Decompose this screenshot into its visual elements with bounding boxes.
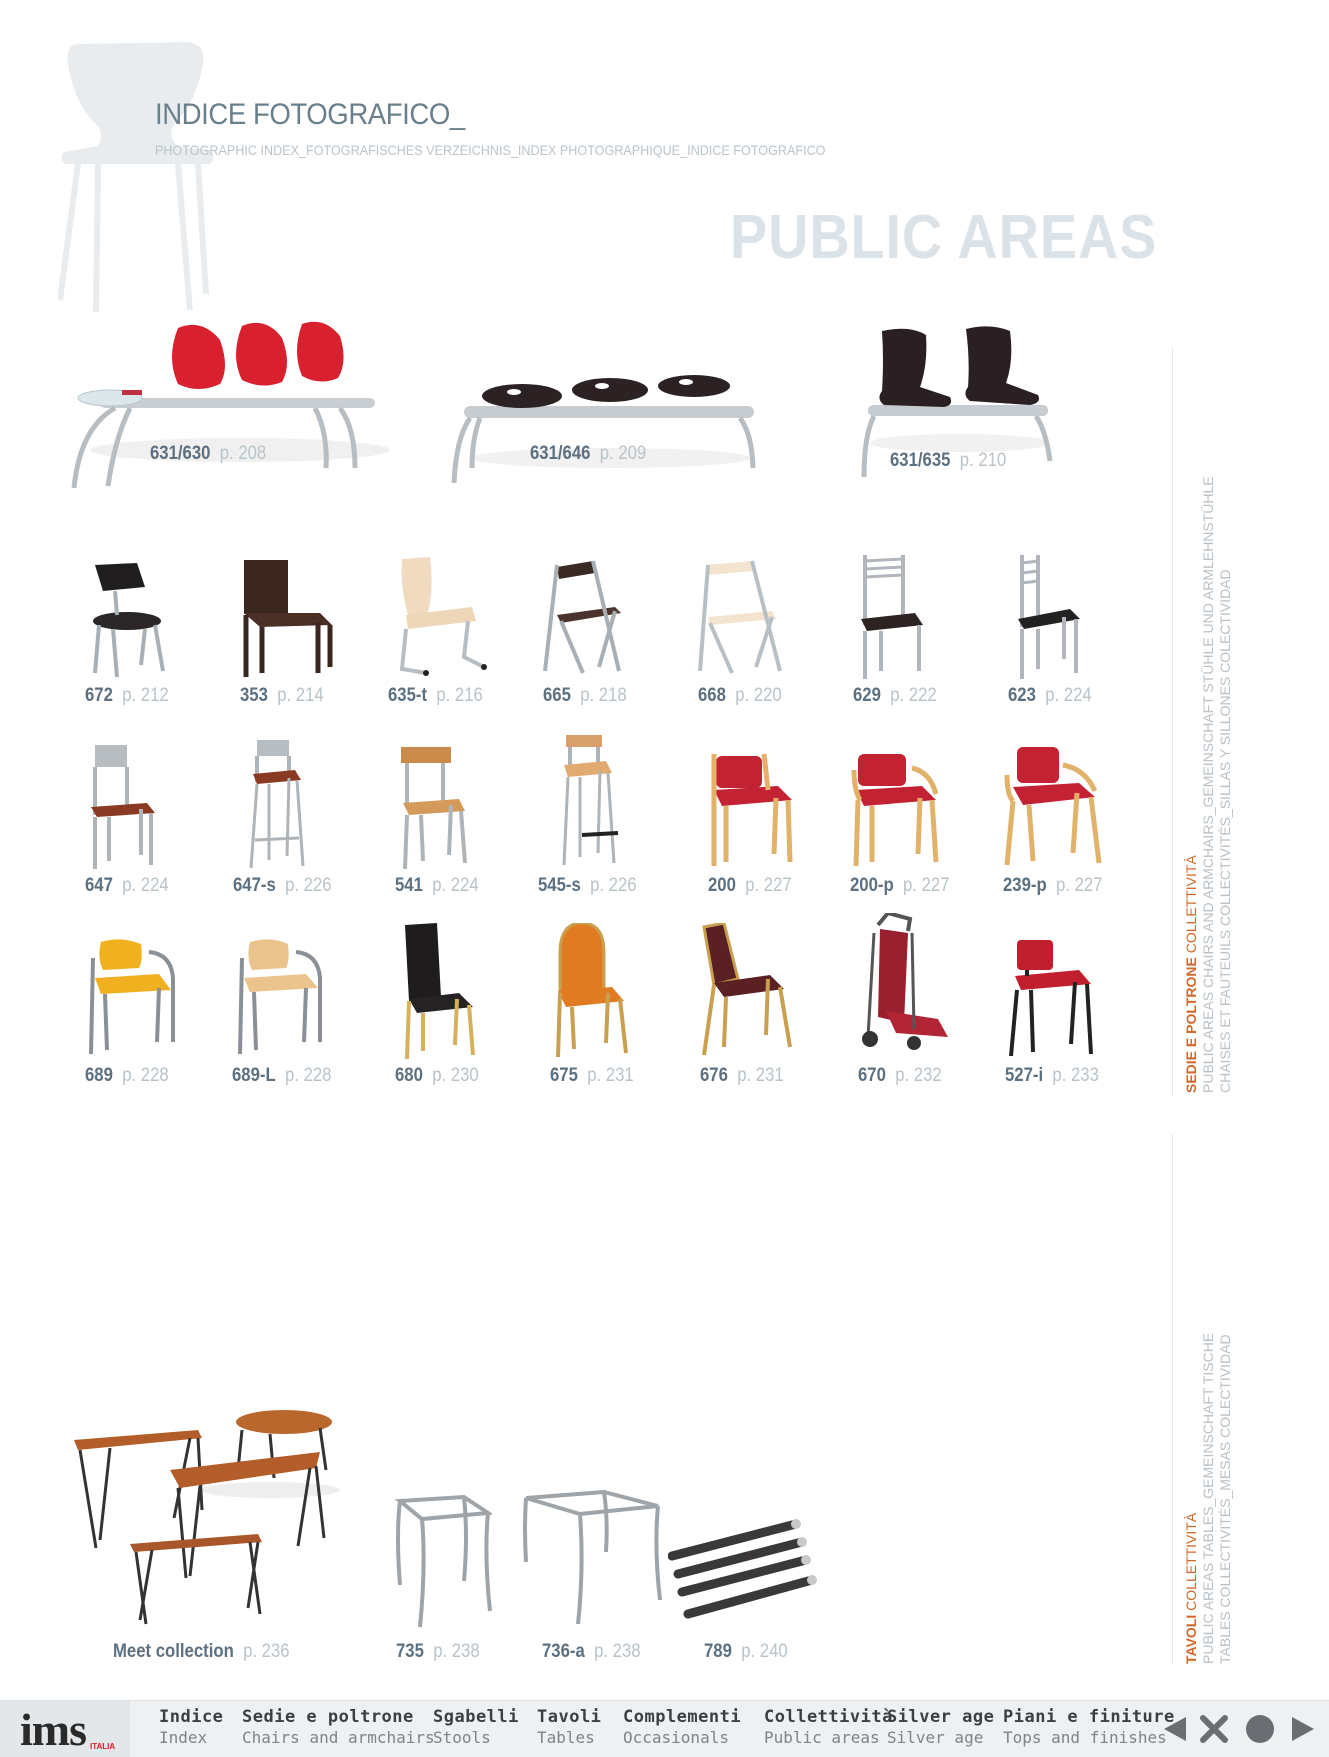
product-page: p. 227 <box>745 875 792 896</box>
chair-200-p-image <box>850 750 950 870</box>
stool-545-s-image <box>538 735 638 867</box>
product-page: p. 227 <box>1055 875 1103 896</box>
product-bench-631-635[interactable] <box>860 325 1060 493</box>
side-tables-line3: TABLES COLLECTIVITÉS_MESAS COLECTIVIDAD <box>1217 1334 1233 1664</box>
caption-200 <box>708 875 792 897</box>
product-chair-541[interactable] <box>395 745 515 905</box>
table-base-736-a-image <box>522 1488 662 1628</box>
product-chair-675[interactable] <box>550 923 660 1095</box>
chair-689-l-image <box>232 938 332 1060</box>
chair-629-image <box>853 555 953 680</box>
caption-239-p <box>1003 875 1102 897</box>
product-chair-353[interactable] <box>240 555 360 715</box>
product-page: p. 214 <box>277 685 324 706</box>
product-page: p. 226 <box>285 875 332 896</box>
product-code: 668 <box>698 685 726 706</box>
product-page: p. 230 <box>432 1065 479 1086</box>
product-code: 631/646 <box>530 443 591 464</box>
section-title: PUBLIC AREAS <box>730 203 1158 272</box>
product-page: p. 220 <box>735 685 782 706</box>
nav-item-silver-age[interactable]: Silver age Silver age <box>887 1707 995 1747</box>
product-page: p. 218 <box>580 685 627 706</box>
side-tables-rest: COLLETTIVITÀ <box>1183 1512 1199 1615</box>
product-code: 631/635 <box>890 450 951 471</box>
caption-680 <box>395 1065 479 1087</box>
product-stool-647-s[interactable] <box>233 740 363 905</box>
product-page: p. 232 <box>895 1065 942 1086</box>
product-code: 239-p <box>1003 875 1047 896</box>
product-page: p. 224 <box>1045 685 1092 706</box>
logo-tagline: ITALIA <box>90 1742 116 1751</box>
product-chair-672[interactable] <box>85 555 205 715</box>
product-page: p. 240 <box>741 1641 788 1662</box>
product-code: 672 <box>85 685 113 706</box>
nav-item-tops-finishes[interactable]: Piani e finiture Tops and finishes <box>1003 1707 1175 1747</box>
chair-689-image <box>85 938 185 1060</box>
product-page: p. 233 <box>1052 1065 1099 1086</box>
product-page: p. 228 <box>284 1065 332 1086</box>
caption-735 <box>396 1641 480 1663</box>
product-chair-527-i[interactable] <box>1005 938 1125 1095</box>
product-code: 629 <box>853 685 881 706</box>
product-code: 623 <box>1008 685 1036 706</box>
side-chairs-rest: COLLETTIVITÀ <box>1183 855 1199 958</box>
side-divider-tables <box>1172 1134 1173 1664</box>
side-chairs-line2: PUBLIC AREAS CHAIRS AND ARMCHAIRS_GEMEINSCHAFT STÜHLE UND ARMLEHNSTÜHLE <box>1200 476 1216 1093</box>
caption-665 <box>543 685 627 707</box>
product-page: p. 238 <box>594 1641 641 1662</box>
product-trolley-670[interactable] <box>858 913 968 1095</box>
caption-635-t <box>388 685 483 707</box>
table-base-735-image <box>392 1495 492 1630</box>
chair-623-image <box>1008 555 1108 680</box>
product-code: Meet collection <box>113 1641 234 1662</box>
chair-647-image <box>85 745 185 870</box>
product-chair-668[interactable] <box>698 555 818 715</box>
product-code: 736-a <box>542 1641 585 1662</box>
product-page: p. 231 <box>737 1065 784 1086</box>
product-page: p. 238 <box>433 1641 480 1662</box>
caption-631-646 <box>530 443 646 465</box>
product-page: p. 209 <box>599 443 647 464</box>
prev-icon[interactable] <box>1160 1713 1192 1745</box>
trolley-670-image <box>858 913 958 1061</box>
caption-789 <box>704 1641 788 1663</box>
product-code: 527-i <box>1005 1065 1044 1086</box>
chair-541-image <box>395 745 495 870</box>
footer-nav-bar <box>0 1700 1329 1757</box>
caption-736-a <box>542 1641 641 1663</box>
product-chair-629[interactable] <box>853 555 973 715</box>
product-page: p. 227 <box>902 875 950 896</box>
home-icon[interactable] <box>1244 1713 1276 1745</box>
product-page: p. 216 <box>436 685 483 706</box>
product-table-base-735[interactable] <box>392 1495 512 1662</box>
side-label-chairs <box>1183 476 1234 1093</box>
caption-676 <box>700 1065 784 1087</box>
product-bench-631-646[interactable] <box>450 368 760 493</box>
caption-689 <box>85 1065 169 1087</box>
caption-623 <box>1008 685 1092 707</box>
nav-item-occasionals[interactable]: Complementi Occasionals <box>623 1707 742 1747</box>
caption-545-s <box>538 875 637 897</box>
chair-353-image <box>240 555 340 680</box>
product-code: 670 <box>858 1065 886 1086</box>
chair-200-image <box>708 750 808 870</box>
page-subtitle: PHOTOGRAPHIC INDEX_FOTOGRAFISCHES VERZEICHNIS_INDEX PHOTOGRAPHIQUE_INDICE FOTOGRAFICO <box>155 142 826 158</box>
product-code: 647 <box>85 875 113 896</box>
product-code: 789 <box>704 1641 732 1662</box>
chair-239-p-image <box>1003 745 1103 870</box>
caption-541 <box>395 875 479 897</box>
nav-item-public-areas[interactable]: Collettività Public areas <box>764 1707 893 1747</box>
chair-635-t-image <box>388 555 488 680</box>
chair-680-image <box>395 923 495 1061</box>
caption-647-s <box>233 875 332 897</box>
product-code: 200-p <box>850 875 894 896</box>
product-code: 675 <box>550 1065 578 1086</box>
product-page: p. 210 <box>959 450 1007 471</box>
product-code: 689-L <box>232 1065 276 1086</box>
meet-collection-tables-image <box>70 1408 350 1628</box>
caption-670 <box>858 1065 942 1087</box>
caption-353 <box>240 685 324 707</box>
product-page: p. 231 <box>587 1065 634 1086</box>
chair-665-image <box>543 555 643 680</box>
table-legs-789-image <box>668 1518 828 1623</box>
side-tables-bold: TAVOLI <box>1183 1614 1199 1664</box>
product-table-base-736-a[interactable] <box>522 1488 672 1662</box>
product-meet-collection[interactable] <box>70 1408 350 1662</box>
stool-647-s-image <box>233 740 333 870</box>
product-table-legs-789[interactable] <box>668 1518 828 1662</box>
caption-631-635 <box>890 450 1006 472</box>
caption-200-p <box>850 875 949 897</box>
nav-item-stools[interactable]: Sgabelli Stools <box>433 1707 519 1747</box>
caption-527-i <box>1005 1065 1099 1087</box>
product-code: 676 <box>700 1065 728 1086</box>
product-stool-545-s[interactable] <box>538 735 668 905</box>
product-chair-635-t[interactable] <box>388 555 518 715</box>
side-divider-chairs <box>1172 348 1173 1096</box>
caption-629 <box>853 685 937 707</box>
product-code: 541 <box>395 875 423 896</box>
ims-logo: ims <box>20 1704 86 1755</box>
caption-672 <box>85 685 169 707</box>
product-code: 735 <box>396 1641 424 1662</box>
product-page: p. 222 <box>890 685 937 706</box>
product-code: 680 <box>395 1065 423 1086</box>
caption-689-l <box>232 1065 331 1087</box>
product-chair-200[interactable] <box>708 750 818 905</box>
nav-item-chairs[interactable]: Sedie e poltrone Chairs and armchairs <box>242 1707 435 1747</box>
product-code: 200 <box>708 875 736 896</box>
nav-item-index[interactable]: Indice Index <box>159 1707 224 1747</box>
product-chair-200-p[interactable] <box>850 750 970 905</box>
background-chair-silhouette <box>58 42 258 342</box>
page-title: INDICE FOTOGRAFICO_ <box>155 98 465 131</box>
product-chair-665[interactable] <box>543 555 663 715</box>
caption-631-630 <box>150 443 266 465</box>
product-code: 631/630 <box>150 443 211 464</box>
product-chair-689-l[interactable] <box>232 938 352 1095</box>
product-page: p. 208 <box>219 443 267 464</box>
caption-647 <box>85 875 169 897</box>
product-chair-647[interactable] <box>85 745 205 905</box>
next-icon[interactable] <box>1288 1713 1318 1745</box>
chair-527-i-image <box>1005 938 1105 1060</box>
caption-668 <box>698 685 782 707</box>
product-chair-689[interactable] <box>85 938 205 1095</box>
side-chairs-line3: CHAISES ET FAUTEUILS COLLECTIVITÉS_SILLAS Y SILLONES COLECTIVIDAD <box>1217 569 1233 1093</box>
product-chair-676[interactable] <box>700 923 810 1095</box>
bench-red-three-seat-image <box>70 318 390 493</box>
product-page: p. 226 <box>590 875 637 896</box>
chair-672-image <box>85 555 185 680</box>
product-page: p. 224 <box>432 875 479 896</box>
product-chair-680[interactable] <box>395 923 515 1095</box>
product-code: 689 <box>85 1065 113 1086</box>
product-page: p. 224 <box>122 875 169 896</box>
product-code: 635-t <box>388 685 428 706</box>
product-code: 647-s <box>233 875 276 896</box>
product-chair-623[interactable] <box>1008 555 1128 715</box>
side-chairs-bold: SEDIE E POLTRONE <box>1183 957 1199 1093</box>
product-chair-239-p[interactable] <box>1003 745 1133 905</box>
product-code: 545-s <box>538 875 581 896</box>
product-page: p. 236 <box>243 1641 290 1662</box>
product-bench-631-630[interactable] <box>70 318 390 493</box>
nav-item-tables[interactable]: Tavoli Tables <box>537 1707 602 1747</box>
side-tables-line2: PUBLIC AREAS TABLES_GEMEINSCHAFT TISCHE <box>1200 1332 1216 1664</box>
bench-black-three-seat-image <box>450 368 760 493</box>
close-icon[interactable] <box>1198 1713 1230 1745</box>
logo-box[interactable] <box>0 1701 130 1757</box>
product-code: 665 <box>543 685 571 706</box>
product-page: p. 212 <box>122 685 169 706</box>
caption-meet-collection <box>113 1641 290 1663</box>
caption-675 <box>550 1065 634 1087</box>
chair-675-image <box>550 923 650 1061</box>
product-page: p. 228 <box>122 1065 169 1086</box>
side-label-tables <box>1183 1333 1234 1664</box>
chair-668-image <box>698 555 798 680</box>
chair-676-image <box>700 923 800 1061</box>
product-code: 353 <box>240 685 268 706</box>
